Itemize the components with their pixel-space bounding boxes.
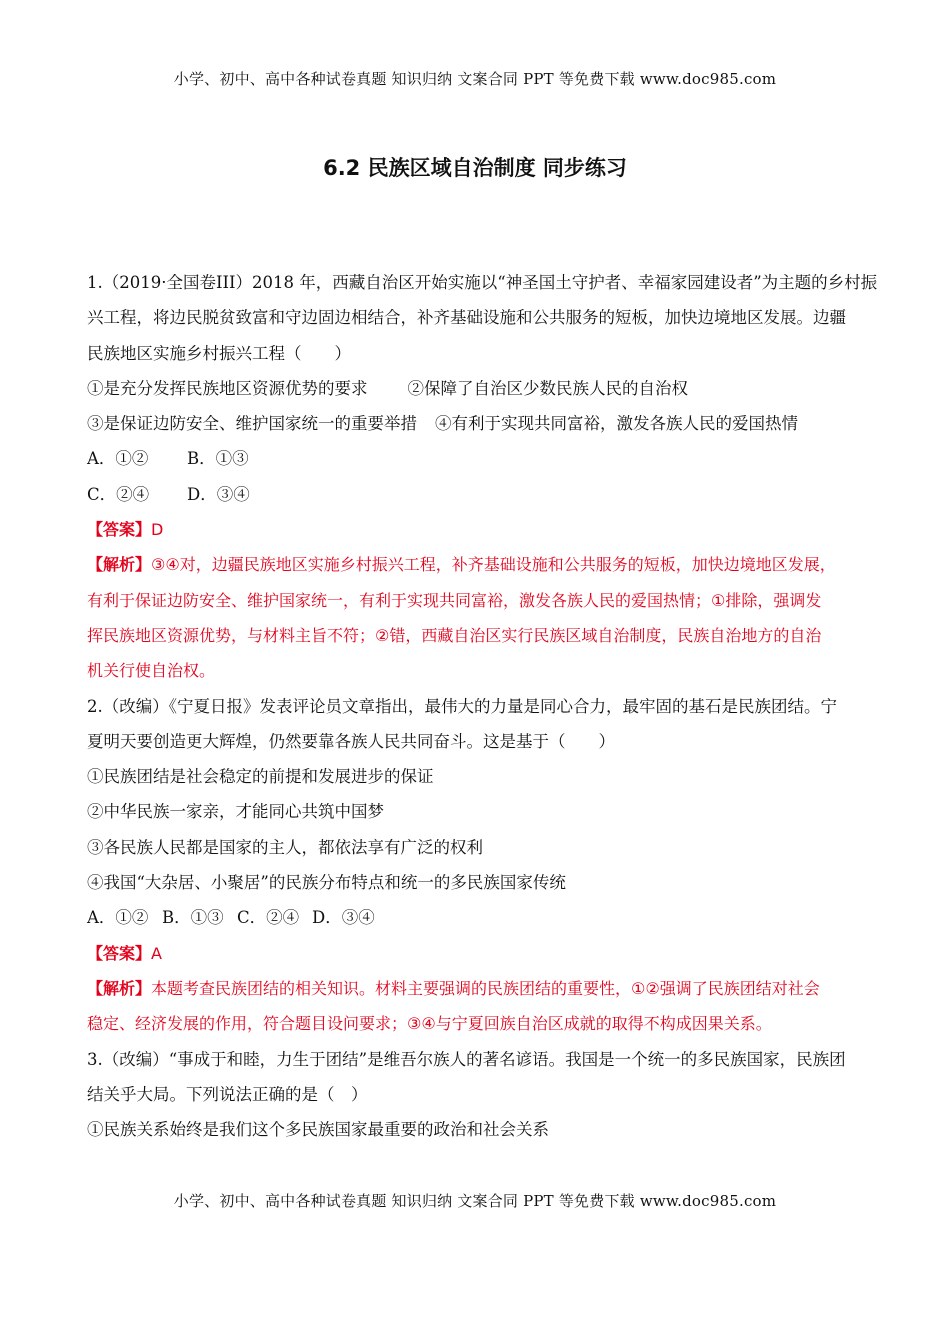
question-3-statement-1: ①民族关系始终是我们这个多民族国家最重要的政治和社会关系	[87, 1120, 549, 1140]
question-1-statement-2: ②保障了自治区少数民族人民的自治权	[407, 378, 688, 398]
question-2-statement-3: ③各民族人民都是国家的主人，都依法享有广泛的权利	[87, 837, 483, 857]
page-header: 小学、初中、高中各种试卷真题 知识归纳 文案合同 PPT 等免费下载 www.doc985.com	[173, 70, 777, 88]
question-2-statement-2: ②中华民族一家亲，才能同心共筑中国梦	[87, 802, 384, 822]
question-1-stem-line: 兴工程，将边民脱贫致富和守边固边相结合，补齐基础设施和公共服务的短板，加快边境地区发展。边疆	[87, 308, 846, 328]
question-1-option-a[interactable]: A．①②	[87, 449, 149, 469]
question-1-options-row	[87, 477, 879, 512]
question-1-statements-row	[87, 371, 879, 406]
question-2-stem-line: 夏明天要创造更大辉煌，仍然要靠各族人民共同奋斗。这是基于（ ）	[87, 731, 615, 751]
question-2-analysis-line	[87, 971, 879, 1006]
analysis-text: 本题考查民族团结的相关知识。材料主要强调的民族团结的重要性，①②强调了民族团结对社会	[151, 978, 820, 998]
question-3-stem-line: 3.（改编）“事成于和睦，力生于团结”是维吾尔族人的著名谚语。我国是一个统一的多民族国家，民族团	[87, 1049, 846, 1069]
question-1-statement-4: ④有利于实现共同富裕，激发各族人民的爱国热情	[435, 414, 798, 434]
page-title: 6.2 民族区域自治制度 同步练习	[323, 156, 627, 180]
page-footer: 小学、初中、高中各种试卷真题 知识归纳 文案合同 PPT 等免费下载 www.doc985.com	[173, 1192, 777, 1210]
question-2-options-row	[87, 900, 879, 935]
question-1-option-b[interactable]: B．①③	[187, 449, 249, 469]
question-1-analysis-line: 挥民族地区资源优势，与材料主旨不符；②错，西藏自治区实行民族区域自治制度，民族自治地方的自治	[87, 625, 822, 645]
question-1	[87, 265, 879, 689]
answer-label: 【答案】	[87, 943, 152, 963]
question-1-statements-row	[87, 406, 879, 441]
question-2-statement-1: ①民族团结是社会稳定的前提和发展进步的保证	[87, 767, 434, 787]
answer-label: 【答案】	[87, 520, 152, 540]
question-2-option-b[interactable]: B．①③	[162, 908, 224, 928]
question-content	[87, 265, 879, 1147]
analysis-text: ③④对，边疆民族地区实施乡村振兴工程，补齐基础设施和公共服务的短板，加快边境地区发展，	[151, 555, 836, 575]
question-1-options-row	[87, 441, 879, 476]
question-2-statement-4: ④我国“大杂居、小聚居”的民族分布特点和统一的多民族国家传统	[87, 873, 566, 893]
question-1-stem-line: 民族地区实施乡村振兴工程（ ）	[87, 343, 351, 363]
question-2-stem-line: 2.（改编）《宁夏日报》发表评论员文章指出，最伟大的力量是同心合力，最牢固的基石是民族团结。宁	[87, 696, 837, 716]
question-3	[87, 1042, 879, 1148]
question-1-statement-1: ①是充分发挥民族地区资源优势的要求	[87, 378, 368, 398]
question-1-option-d[interactable]: D．③④	[187, 484, 250, 504]
question-2-option-c[interactable]: C．②④	[237, 908, 300, 928]
question-2-option-a[interactable]: A．①②	[87, 908, 149, 928]
answer-value: A	[151, 943, 162, 963]
analysis-label: 【解析】	[87, 978, 152, 998]
question-2-analysis-line: 稳定、经济发展的作用，符合题目设问要求；③④与宁夏回族自治区成就的取得不构成因果关系。	[87, 1014, 772, 1034]
question-2-option-d[interactable]: D．③④	[312, 908, 375, 928]
question-1-option-c[interactable]: C．②④	[87, 484, 150, 504]
question-2	[87, 689, 879, 1042]
analysis-label: 【解析】	[87, 555, 152, 575]
question-1-analysis-line: 机关行使自治权。	[87, 661, 216, 681]
question-1-stem-line: 1.（2019·全国卷III）2018 年，西藏自治区开始实施以“神圣国土守护者、幸福家园建设者”为主题的乡村振	[87, 273, 878, 292]
question-1-analysis-line	[87, 547, 879, 582]
question-3-stem-line: 结关乎大局。下列说法正确的是（ ）	[87, 1084, 368, 1104]
question-1-answer	[87, 512, 879, 547]
answer-value: D	[151, 520, 164, 540]
question-2-answer	[87, 936, 879, 971]
question-1-statement-3: ③是保证边防安全、维护国家统一的重要举措	[87, 414, 417, 434]
question-1-analysis-line: 有利于保证边防安全、维护国家统一，有利于实现共同富裕，激发各族人民的爱国热情；①排除，强调发	[87, 590, 822, 610]
